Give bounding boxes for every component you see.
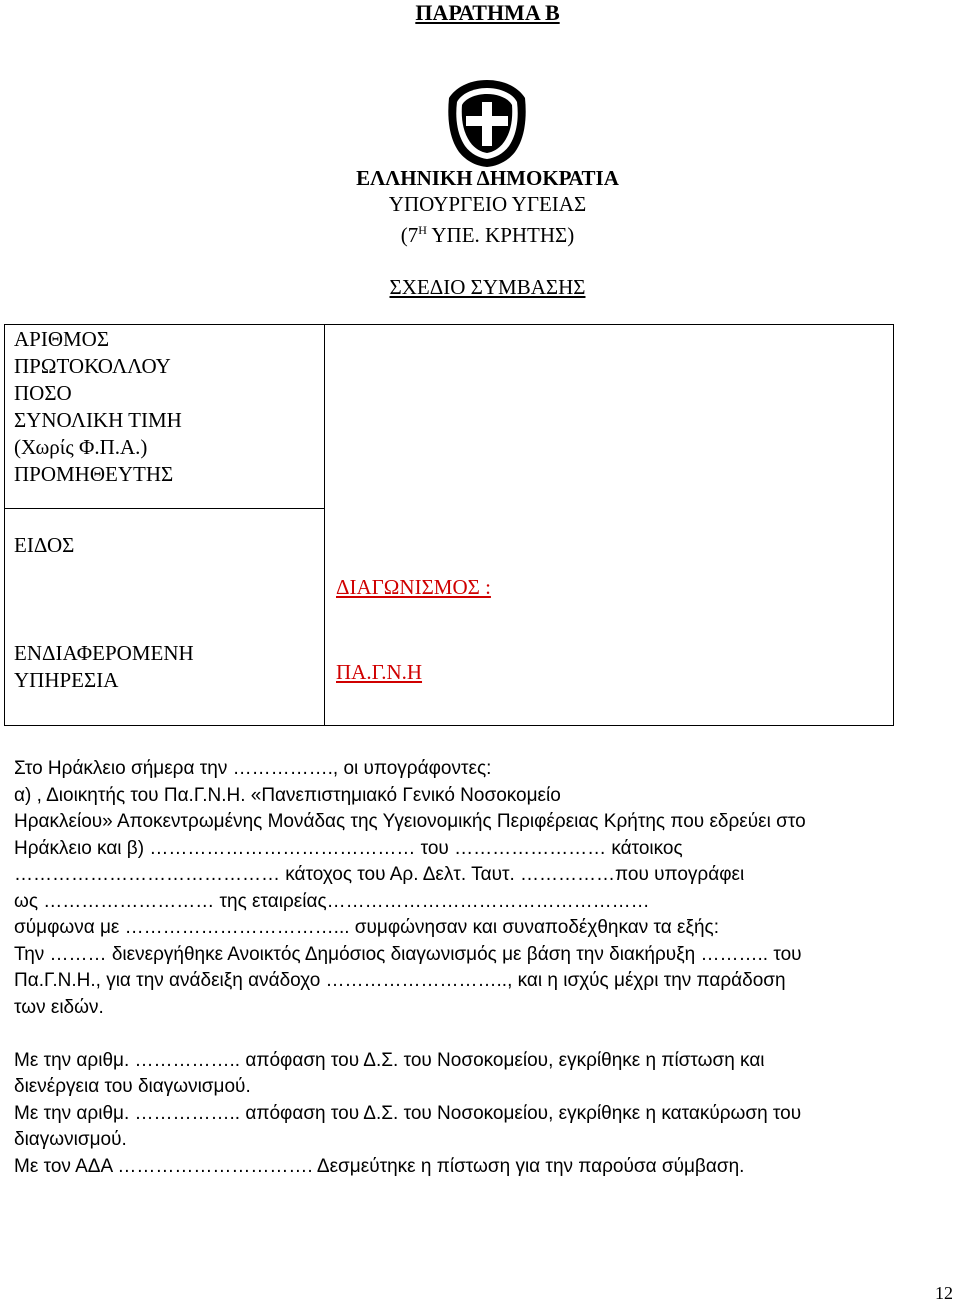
tender-label: ΔΙΑΓΩΝΙΣΜΟΣ : (336, 575, 491, 599)
republic-heading: ΕΛΛΗΝΙΚΗ ΔΗΜΟΚΡΑΤΙΑ (356, 166, 619, 190)
region-sup: Η (418, 223, 427, 237)
body-line-1: Στο Ηράκλειο σήμερα την ……………., οι υπογράφοντες: (14, 758, 492, 779)
body-line-4: Ηράκλειο και β) …………………………………… του …………………… κάτοικος (14, 838, 683, 859)
region-heading (0, 218, 960, 247)
body-line-7: σύμφωνα με ……………………………... συμφώνησαν και συναποδέχθηκαν τα εξής: (14, 917, 719, 938)
page-number: 12 (935, 1283, 953, 1303)
plan-title: ΣΧΕΔΙΟ ΣΥΜΒΑΣΗΣ (389, 275, 586, 299)
body-line-3: Ηρακλείου» Αποκεντρωμένης Μονάδας της Υγειονομικής Περιφέρειας Κρήτης που εδρεύει στο (14, 811, 806, 832)
body-line-6: ως ……………………… της εταιρείας…………………………………………… (14, 891, 650, 912)
label-amount: ΠΟΣΟ (14, 381, 72, 405)
label-service: ΕΝΔΙΑΦΕΡΟΜΕΝΗ (14, 641, 194, 665)
label-total-price: ΣΥΝΟΛΙΚΗ ΤΙΜΗ (14, 408, 182, 432)
approval-line-1: Με την αριθμ. …………….. απόφαση του Δ.Σ. του Νοσοκομείου, εγκρίθηκε η πίστωση και (14, 1050, 765, 1071)
approval-line-2: διενέργεια του διαγωνισμού. (14, 1076, 251, 1097)
label-without-vat: (Χωρίς Φ.Π.Α.) (14, 435, 148, 459)
ada-line: Με τον ΑΔΑ …………………………. Δεσμεύτηκε η πίστωση για την παρούσα σύμβαση. (14, 1156, 745, 1177)
body-line-10: των ειδών. (14, 997, 104, 1018)
body-line-5: …………………………………… κάτοχος του Αρ. Δελτ. Ταυτ. ……………που υπογράφει (14, 864, 745, 885)
label-service-2: ΥΠΗΡΕΣΙΑ (14, 668, 119, 692)
table-row-divider (4, 508, 324, 509)
table-divider (324, 324, 325, 726)
greek-emblem-icon (445, 78, 529, 168)
label-kind: ΕΙΔΟΣ (14, 533, 75, 557)
label-protocol: ΑΡΙΘΜΟΣ (14, 327, 110, 351)
annex-title: ΠΑΡΑΤΗΜΑ Β (415, 0, 560, 25)
region-open: (7 (400, 223, 419, 247)
label-protocol-2: ΠΡΩΤΟΚΟΛΛΟΥ (14, 354, 171, 378)
award-line-2: διαγωνισμού. (14, 1129, 127, 1150)
hospital-abbr: ΠΑ.Γ.Ν.Η (336, 660, 423, 684)
body-line-9: Πα.Γ.Ν.Η., για την ανάδειξη ανάδοχο ……………………….., και η ισχύς μέχρι την παράδοση (14, 970, 786, 991)
label-supplier: ΠΡΟΜΗΘΕΥΤΗΣ (14, 462, 174, 486)
body-line-8: Την ……… διενεργήθηκε Ανοικτός Δημόσιος διαγωνισμός με βάση την διακήρυξη ……….. του (14, 944, 802, 965)
ministry-heading: ΥΠΟΥΡΓΕΙΟ ΥΓΕΙΑΣ (388, 192, 587, 216)
body-line-2: α) , Διοικητής του Πα.Γ.Ν.Η. «Πανεπιστημιακό Γενικό Νοσοκομείο (14, 785, 561, 806)
award-line-1: Με την αριθμ. …………….. απόφαση του Δ.Σ. του Νοσοκομείου, εγκρίθηκε η κατακύρωση του (14, 1103, 802, 1124)
region-rest: ΥΠΕ. ΚΡΗΤΗΣ) (431, 223, 575, 247)
